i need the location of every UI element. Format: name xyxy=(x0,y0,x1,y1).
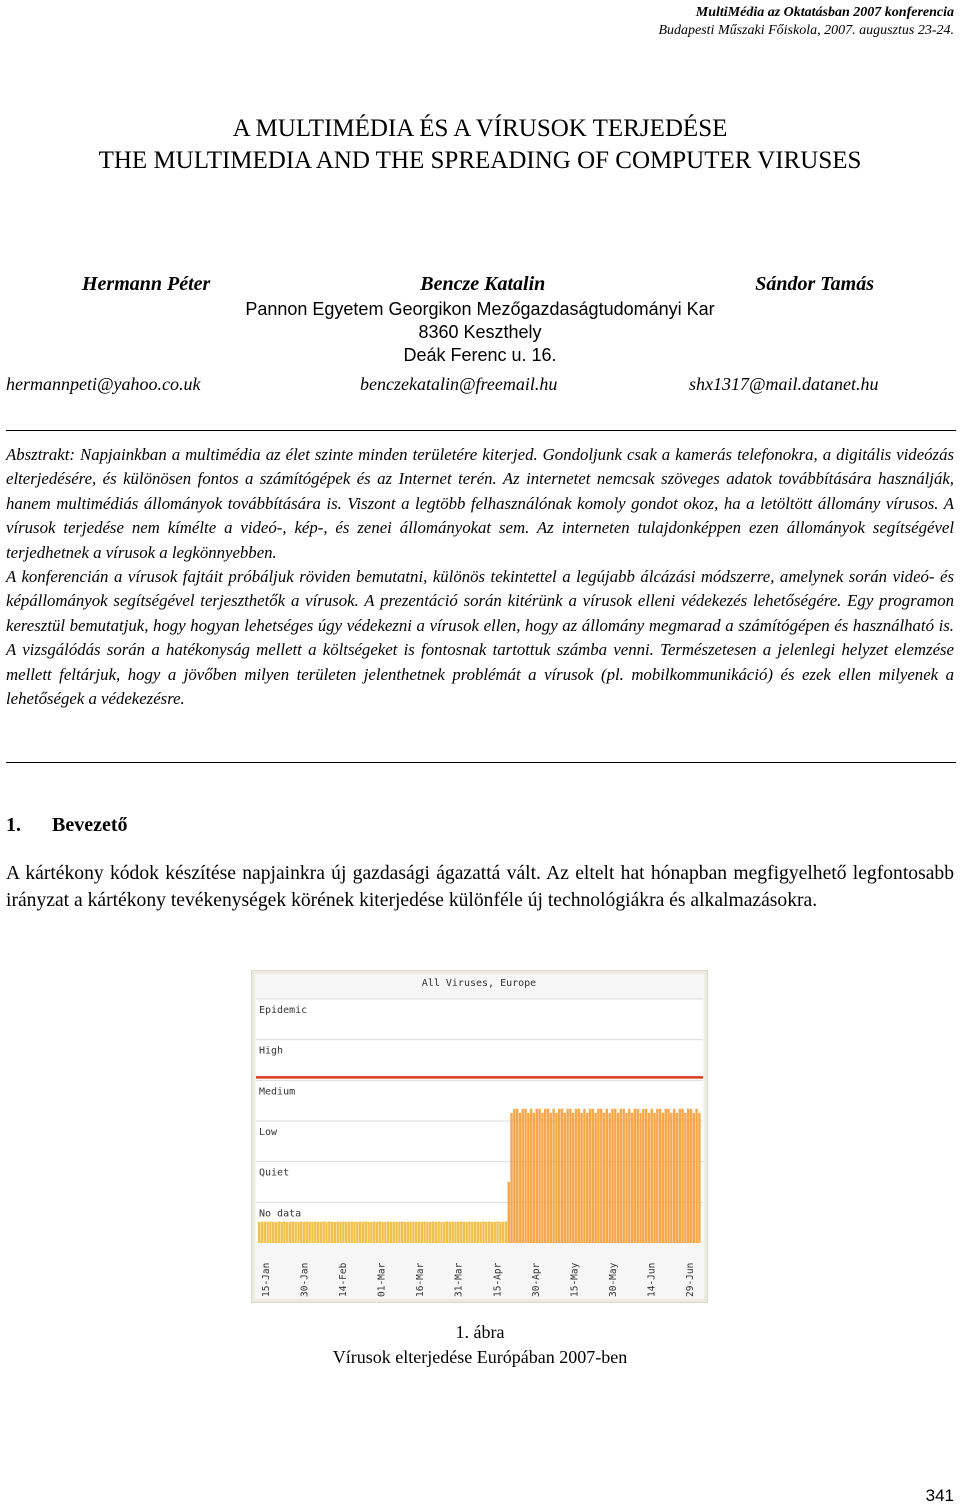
figure-label: 1. ábra xyxy=(455,1322,505,1342)
bar xyxy=(440,1222,442,1243)
level-label-medium: Medium xyxy=(259,1086,296,1098)
bar xyxy=(603,1113,605,1243)
bar xyxy=(463,1222,465,1243)
bar xyxy=(404,1222,406,1243)
bar xyxy=(491,1222,493,1243)
bar xyxy=(465,1222,467,1243)
bar xyxy=(634,1109,636,1243)
x-tick-label: 16-Mar xyxy=(415,1262,427,1297)
bar xyxy=(432,1221,434,1243)
author-1: Hermann Péter xyxy=(82,273,211,295)
bar xyxy=(409,1221,411,1243)
section-number: 1. xyxy=(6,814,21,836)
bar xyxy=(370,1222,372,1243)
bar xyxy=(342,1221,344,1243)
bar xyxy=(631,1113,633,1243)
bar xyxy=(390,1222,392,1243)
bar xyxy=(457,1222,459,1243)
bar xyxy=(337,1221,339,1243)
affiliation-city: 8360 Keszthely xyxy=(418,322,542,342)
bar xyxy=(454,1222,456,1243)
bar xyxy=(606,1109,608,1243)
bar xyxy=(306,1221,308,1243)
bar xyxy=(477,1222,479,1243)
bar xyxy=(415,1221,417,1243)
bar xyxy=(297,1222,299,1243)
bar xyxy=(681,1109,683,1243)
bar xyxy=(373,1221,375,1243)
bar xyxy=(496,1221,498,1243)
bar xyxy=(510,1113,512,1243)
bar xyxy=(622,1109,624,1243)
bar xyxy=(269,1221,271,1243)
bar xyxy=(460,1221,462,1243)
bar xyxy=(353,1222,355,1243)
paper-titles xyxy=(0,113,960,177)
affiliation-street: Deák Ferenc u. 16. xyxy=(403,345,557,365)
x-tick-label: 29-Jun xyxy=(685,1262,696,1297)
virus-activity-chart xyxy=(252,971,707,1302)
affiliation-org: Pannon Egyetem Georgikon Mezőgazdaságtudományi Kar xyxy=(245,299,715,319)
bar xyxy=(471,1222,473,1243)
email-1[interactable]: hermannpeti@yahoo.co.uk xyxy=(6,374,201,394)
section-title: Bevezető xyxy=(52,814,128,836)
bar xyxy=(423,1221,425,1243)
bar xyxy=(365,1221,367,1243)
abstract-bottom-rule xyxy=(6,762,956,763)
author-2: Bencze Katalin xyxy=(420,273,546,295)
bar xyxy=(426,1222,428,1243)
section-heading xyxy=(6,814,128,837)
bar xyxy=(600,1109,602,1243)
level-label-no-data: No data xyxy=(259,1208,302,1220)
bar xyxy=(289,1222,291,1243)
bar xyxy=(300,1221,302,1243)
bar xyxy=(637,1109,639,1243)
affiliation xyxy=(0,298,960,367)
running-header xyxy=(658,4,954,40)
bar xyxy=(687,1109,689,1243)
author-list xyxy=(82,273,874,296)
bar xyxy=(580,1113,582,1243)
bar xyxy=(698,1113,700,1243)
level-label-quiet: Quiet xyxy=(259,1167,290,1179)
bar xyxy=(651,1109,653,1243)
bar xyxy=(594,1113,596,1243)
bar xyxy=(547,1109,549,1243)
bar xyxy=(662,1113,664,1243)
bar xyxy=(538,1109,540,1243)
x-tick-label: 30-Jan xyxy=(299,1262,311,1297)
bar xyxy=(541,1113,543,1243)
bar xyxy=(676,1113,678,1243)
bar xyxy=(502,1222,504,1243)
bar xyxy=(690,1109,692,1243)
author-3: Sándor Tamás xyxy=(755,273,874,295)
x-tick-label: 15-Apr xyxy=(492,1262,504,1297)
bar xyxy=(283,1221,285,1243)
bar xyxy=(614,1109,616,1243)
virus-chart-figure xyxy=(251,970,708,1303)
bar xyxy=(294,1222,296,1243)
email-3[interactable]: shx1317@mail.datanet.hu xyxy=(689,374,879,394)
bar xyxy=(308,1222,310,1243)
bar xyxy=(642,1109,644,1243)
bar xyxy=(292,1221,294,1243)
bar xyxy=(407,1222,409,1243)
bar xyxy=(544,1109,546,1243)
bar xyxy=(468,1221,470,1243)
bar xyxy=(421,1222,423,1243)
conference-name: MultiMédia az Oktatásban 2007 konferencia xyxy=(695,5,954,20)
bar xyxy=(314,1221,316,1243)
bar xyxy=(264,1221,266,1243)
figure-text: Vírusok elterjedése Európában 2007-ben xyxy=(332,1347,628,1367)
bar xyxy=(359,1221,361,1243)
intro-paragraph: A kártékony kódok készítése napjainkra új gazdasági ágazattá vált. Az eltelt hat hónapban megfigyelhető legfontosabb irányzat a kártékony tevékenységek körének kiterjedése különféle új technológiákra és alkalmazásokra. xyxy=(6,863,954,911)
bar xyxy=(625,1113,627,1243)
bar xyxy=(449,1222,451,1243)
bar xyxy=(278,1221,280,1243)
bar xyxy=(393,1222,395,1243)
bar xyxy=(583,1109,585,1243)
bar xyxy=(513,1109,515,1243)
bar xyxy=(376,1222,378,1243)
bar xyxy=(524,1109,526,1243)
bar xyxy=(592,1109,594,1243)
title-hungarian: A MULTIMÉDIA ÉS A VÍRUSOK TERJEDÉSE xyxy=(232,115,728,142)
bar xyxy=(429,1222,431,1243)
bar xyxy=(345,1222,347,1243)
abstract xyxy=(6,443,954,711)
bar xyxy=(561,1109,563,1243)
level-label-high: High xyxy=(259,1045,284,1057)
bar xyxy=(695,1109,697,1243)
bar xyxy=(589,1109,591,1243)
bar xyxy=(628,1109,630,1243)
bar xyxy=(412,1222,414,1243)
conference-venue: Budapesti Műszaki Főiskola, 2007. augusztus 23-24. xyxy=(658,23,954,38)
bar xyxy=(530,1109,532,1243)
bar xyxy=(367,1222,369,1243)
bar xyxy=(351,1221,353,1243)
email-2[interactable]: benczekatalin@freemail.hu xyxy=(360,374,558,394)
bar xyxy=(665,1109,667,1243)
bar xyxy=(348,1222,350,1243)
bar xyxy=(261,1222,263,1243)
bar xyxy=(670,1113,672,1243)
x-tick-label: 14-Feb xyxy=(338,1262,350,1297)
figure-caption xyxy=(0,1320,960,1370)
level-label-low: Low xyxy=(259,1127,278,1138)
bar xyxy=(322,1221,324,1243)
bar xyxy=(266,1222,268,1243)
bar xyxy=(555,1113,557,1243)
bar xyxy=(569,1109,571,1243)
bar xyxy=(667,1109,669,1243)
bar xyxy=(401,1221,403,1243)
bar xyxy=(639,1113,641,1243)
bar xyxy=(387,1221,389,1243)
bar xyxy=(536,1109,538,1243)
level-label-epidemic: Epidemic xyxy=(259,1005,308,1016)
bar xyxy=(485,1222,487,1243)
bar xyxy=(552,1109,554,1243)
bar xyxy=(620,1109,622,1243)
bar xyxy=(693,1113,695,1243)
bar xyxy=(482,1221,484,1243)
bar xyxy=(328,1221,330,1243)
bar xyxy=(494,1222,496,1243)
bar xyxy=(522,1109,524,1243)
bar xyxy=(597,1109,599,1243)
bar xyxy=(566,1109,568,1243)
bar xyxy=(488,1221,490,1243)
x-tick-label: 31-Mar xyxy=(453,1262,465,1297)
bar xyxy=(519,1113,521,1243)
x-tick-label: 01-Mar xyxy=(376,1262,388,1297)
bar xyxy=(679,1109,681,1243)
x-tick-label: 15-May xyxy=(569,1262,581,1297)
bar xyxy=(418,1222,420,1243)
title-english: THE MULTIMEDIA AND THE SPREADING OF COMPUTER VIRUSES xyxy=(98,147,862,174)
bar xyxy=(527,1113,529,1243)
bar xyxy=(684,1113,686,1243)
bar xyxy=(480,1222,482,1243)
bar xyxy=(558,1109,560,1243)
bar xyxy=(437,1221,439,1243)
bar xyxy=(505,1221,507,1243)
bar xyxy=(339,1222,341,1243)
bar xyxy=(320,1222,322,1243)
bar xyxy=(443,1222,445,1243)
bar xyxy=(451,1221,453,1243)
page-number: 341 xyxy=(925,1486,954,1505)
bar xyxy=(395,1221,397,1243)
bar xyxy=(656,1109,658,1243)
bar xyxy=(648,1113,650,1243)
bar xyxy=(653,1113,655,1243)
bar xyxy=(275,1222,277,1243)
bar xyxy=(317,1222,319,1243)
bar xyxy=(334,1222,336,1243)
chart-title: All Viruses, Europe xyxy=(421,978,537,989)
abstract-paragraph-1: Absztrakt: Napjainkban a multimédia az élet szinte minden területére kiterjed. Gondoljunk csak a kamerás telefonokra, a digitális videózás elterjedésére, és különösen fontos a számítógépek és az Internet terén. Az internetet nemcsak szöveges adatok továbbítására használják, hanem multimédiás állományok továbbítására is. Viszont a legtöbb felhasználónak komoly gondot okoz, ha a letöltött állomány vírusos. A vírusok terjedése nem kímélte a videó-, kép-, és zenei állományokat sem. Az interneten tulajdonképpen ezen állományok segítségével terjedhetnek a vírusok a legkönnyebben. xyxy=(6,445,954,562)
bar xyxy=(272,1222,274,1243)
x-tick-label: 30-Apr xyxy=(530,1262,542,1297)
bar xyxy=(659,1109,661,1243)
bar xyxy=(398,1222,400,1243)
bar xyxy=(608,1113,610,1243)
bar xyxy=(331,1222,333,1243)
bar xyxy=(575,1109,577,1243)
abstract-paragraph-2: A konferencián a vírusok fajtáit próbáljuk röviden bemutatni, különös tekintettel a legújabb álcázási módszerre, amelynek során videó- és képállományok segítségével terjeszthetők a vírusok. A prezentáció során kitérünk a vírusok elleni védekezés lehetőségére. Egy programon keresztül bemutatjuk, hogy hogyan lehetséges úgy védekezni a vírusok ellen, hogy az állomány megmarad a számítógépen és használható is. A vizsgálódás során a hatékonyság mellett a költségeket is fontosnak tartottuk számba venni. Természetesen a jelenlegi helyzet elemzése mellett feltárjuk, hogy a jövőben milyen területen jelenthetnek problémát a vírusok (pl. mobilkommunikáció) és ezek ellen milyenek a lehetőségek a védekezésre. xyxy=(6,567,954,709)
bar xyxy=(611,1109,613,1243)
bar xyxy=(381,1222,383,1243)
bar xyxy=(446,1221,448,1243)
bar xyxy=(379,1221,381,1243)
bar xyxy=(617,1113,619,1243)
bar xyxy=(356,1222,358,1243)
x-tick-label: 14-Jun xyxy=(646,1262,658,1297)
bar xyxy=(311,1222,313,1243)
bar xyxy=(550,1113,552,1243)
bar xyxy=(474,1221,476,1243)
bar xyxy=(673,1109,675,1243)
x-tick-label: 15-Jan xyxy=(261,1262,272,1297)
bar xyxy=(384,1222,386,1243)
bar xyxy=(280,1222,282,1243)
bar xyxy=(572,1113,574,1243)
bar xyxy=(325,1222,327,1243)
bar xyxy=(564,1113,566,1243)
bar xyxy=(508,1182,510,1243)
abstract-top-rule xyxy=(6,430,956,431)
bar xyxy=(586,1113,588,1243)
bar xyxy=(286,1222,288,1243)
bar xyxy=(258,1222,260,1243)
bar xyxy=(578,1109,580,1243)
bar xyxy=(435,1222,437,1243)
x-tick-label: 30-May xyxy=(607,1262,619,1297)
bar xyxy=(499,1222,501,1243)
bar xyxy=(645,1109,647,1243)
bar xyxy=(303,1222,305,1243)
bar xyxy=(362,1222,364,1243)
bar xyxy=(516,1109,518,1243)
bar xyxy=(533,1113,535,1243)
